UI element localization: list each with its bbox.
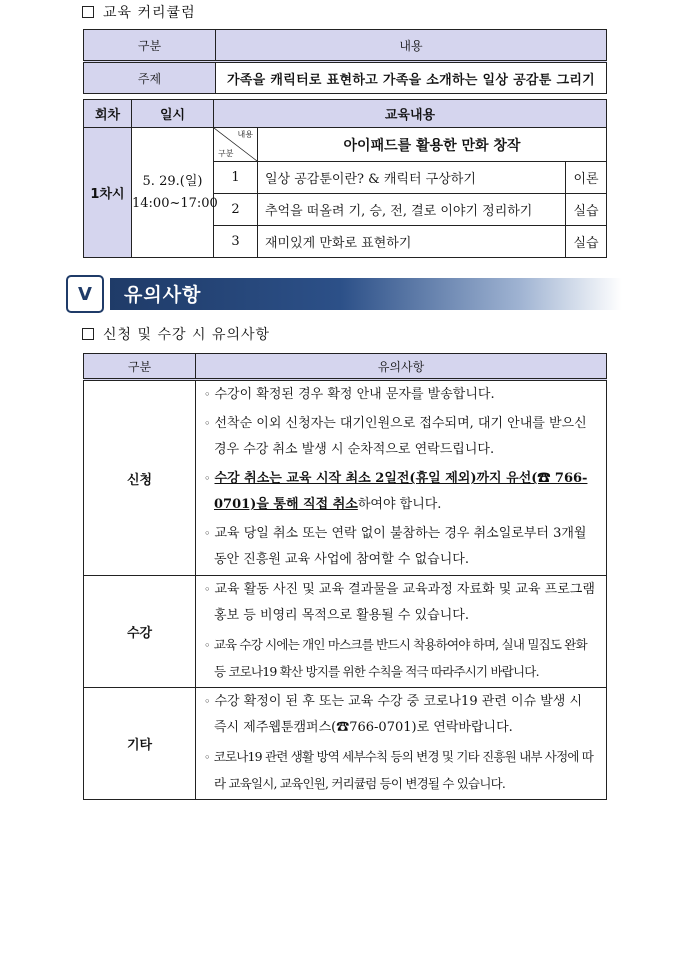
notes-cell xyxy=(196,576,607,688)
date-cell xyxy=(132,128,218,258)
time-text: 14:00~17:00 xyxy=(132,195,218,211)
section-banner xyxy=(66,275,622,313)
row-number: 3 xyxy=(214,226,258,258)
notes-header-category: 구분 xyxy=(84,354,196,380)
col-round-header: 회차 xyxy=(84,100,132,128)
curriculum-heading xyxy=(82,2,196,22)
bullet-icon: ◦ xyxy=(204,417,211,430)
section-number: V xyxy=(66,275,104,313)
note-text: 선착순 이외 신청자는 대기인원으로 접수되며, 대기 안내를 받으신 경우 수강 취소 발생 시 순차적으로 연락드립니다. xyxy=(214,416,587,457)
round-cell: 1차시 xyxy=(84,128,132,258)
checkbox-icon xyxy=(82,328,94,340)
notes-cell xyxy=(196,688,607,800)
category-label: 기타 xyxy=(84,688,196,800)
note-item xyxy=(196,743,606,799)
notes-group-attend xyxy=(84,576,607,688)
theme-label: 주제 xyxy=(84,62,216,94)
notes-header-content: 유의사항 xyxy=(196,354,607,380)
diag-bottom-label: 구분 xyxy=(218,149,234,158)
schedule-table xyxy=(83,99,607,258)
theme-value: 가족을 캐릭터로 표현하고 가족을 소개하는 일상 공감툰 그리기 xyxy=(216,62,607,94)
row-type: 실습 xyxy=(566,226,607,258)
note-item xyxy=(196,465,606,520)
note-text: 코로나19 관련 생활 방역 세부수칙 등의 변경 및 기타 진흥원 내부 사정에 따라 교육일시, 교육인원, 커리큘럼 등이 변경될 수 있습니다. xyxy=(213,749,594,791)
row-number: 1 xyxy=(214,162,258,194)
theme-table xyxy=(83,29,607,94)
diag-top-label: 내용 xyxy=(237,130,253,139)
notes-table xyxy=(83,353,607,800)
note-item xyxy=(196,520,606,575)
category-label: 수강 xyxy=(84,576,196,688)
notes-heading xyxy=(82,324,270,344)
diagonal-header-cell xyxy=(214,128,258,162)
note-item xyxy=(196,631,606,687)
row-content: 일상 공감툰이란? & 캐릭터 구상하기 xyxy=(258,162,566,194)
row-content: 재미있게 만화로 표현하기 xyxy=(258,226,566,258)
note-item xyxy=(196,381,606,410)
note-text-emphasis: 수강 취소는 교육 시작 최소 2일전(휴일 제외)까지 유선(☎ 766-0701)을 통해 직접 취소 xyxy=(214,471,588,512)
row-number: 2 xyxy=(214,194,258,226)
category-label: 신청 xyxy=(84,380,196,576)
note-item xyxy=(196,576,606,631)
note-text: 교육 활동 사진 및 교육 결과물을 교육과정 자료화 및 교육 프로그램 홍보 등 비영리 목적으로 활용될 수 있습니다. xyxy=(214,582,595,623)
note-text: 교육 수강 시에는 개인 마스크를 반드시 착용하여야 하며, 실내 밀집도 완화 등 코로나19 확산 방지를 위한 수칙을 적극 따라주시기 바랍니다. xyxy=(213,637,587,679)
col-content-header: 교육내용 xyxy=(214,100,607,128)
note-item xyxy=(196,688,606,743)
notes-heading-text: 신청 및 수강 시 유의사항 xyxy=(103,327,271,343)
note-text: 수강 확정이 된 후 또는 교육 수강 중 코로나19 관련 이슈 발생 시 즉시 제주웹툰캠퍼스(☎766-0701)로 연락바랍니다. xyxy=(214,694,583,735)
notes-group-etc xyxy=(84,688,607,800)
theme-header-category: 구분 xyxy=(84,30,216,62)
note-text: 교육 당일 취소 또는 연락 없이 불참하는 경우 취소일로부터 3개월 동안 진흥원 교육 사업에 참여할 수 없습니다. xyxy=(214,526,587,567)
row-type: 이론 xyxy=(566,162,607,194)
col-date-header: 일시 xyxy=(132,100,214,128)
checkbox-icon xyxy=(82,6,94,18)
row-type: 실습 xyxy=(566,194,607,226)
bullet-icon: ◦ xyxy=(204,527,211,540)
bullet-icon: ◦ xyxy=(204,695,211,708)
bullet-icon: ◦ xyxy=(204,639,210,652)
bullet-icon: ◦ xyxy=(204,583,211,596)
date-text: 5. 29.(일) xyxy=(142,173,203,189)
notes-group-apply xyxy=(84,380,607,576)
bullet-icon: ◦ xyxy=(204,388,211,401)
note-item xyxy=(196,410,606,465)
notes-cell xyxy=(196,380,607,576)
course-title: 아이패드를 활용한 만화 창작 xyxy=(258,128,607,162)
section-title: 유의사항 xyxy=(124,284,202,306)
bullet-icon: ◦ xyxy=(204,472,211,485)
theme-header-content: 내용 xyxy=(216,30,607,62)
note-text: 하여야 합니다. xyxy=(357,497,442,512)
curriculum-heading-text: 교육 커리큘럼 xyxy=(103,5,196,21)
bullet-icon: ◦ xyxy=(204,751,210,764)
note-text: 수강이 확정된 경우 확정 안내 문자를 발송합니다. xyxy=(214,387,495,402)
row-content: 추억을 떠올려 기, 승, 전, 결로 이야기 정리하기 xyxy=(258,194,566,226)
